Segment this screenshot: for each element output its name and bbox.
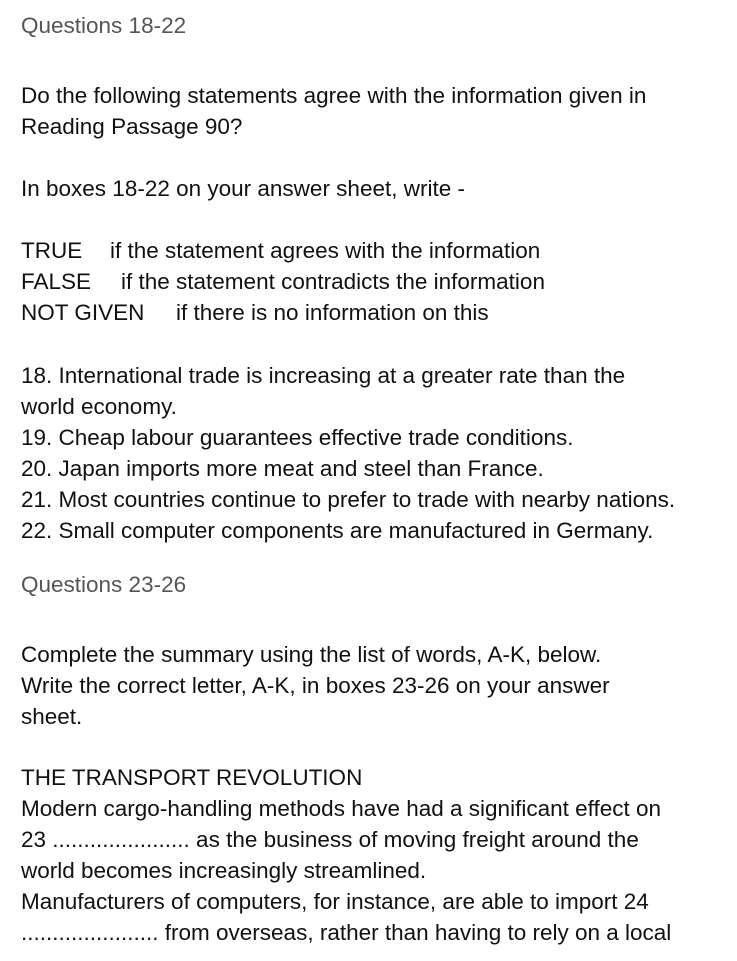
statement-18: 18. International trade is increasing at a greater rate than the xyxy=(21,363,626,388)
key-description: if the statement contradicts the information xyxy=(121,269,545,294)
instruction-line: sheet. xyxy=(21,704,83,729)
statement-21: 21. Most countries continue to prefer to trade with nearby nations. xyxy=(21,487,676,512)
key-description: if the statement agrees with the information xyxy=(110,238,541,263)
instruction-line: Write the correct letter, A-K, in boxes 23-26 on your answer xyxy=(21,673,610,698)
key-row-false xyxy=(21,268,545,296)
summary-line: world becomes increasingly streamlined. xyxy=(21,858,427,883)
summary-title: THE TRANSPORT REVOLUTION xyxy=(21,765,363,790)
summary-line: Manufacturers of computers, for instance, are able to import 24 xyxy=(21,889,649,914)
key-row-true xyxy=(21,237,540,265)
section-heading-18-22: Questions 18-22 xyxy=(21,13,187,38)
key-label: FALSE xyxy=(21,269,92,294)
summary-line: Modern cargo-handling methods have had a significant effect on xyxy=(21,796,661,821)
statement-19: 19. Cheap labour guarantees effective trade conditions. xyxy=(21,425,574,450)
statement-22: 22. Small computer components are manufactured in Germany. xyxy=(21,518,654,543)
key-row-not-given xyxy=(21,299,489,327)
key-label: NOT GIVEN xyxy=(21,300,145,325)
boxes-instruction: In boxes 18-22 on your answer sheet, write - xyxy=(21,176,465,201)
key-label: TRUE xyxy=(21,238,83,263)
statement-20: 20. Japan imports more meat and steel than France. xyxy=(21,456,544,481)
statement-18-continued: world economy. xyxy=(21,394,177,419)
instruction-line: Complete the summary using the list of words, A-K, below. xyxy=(21,642,602,667)
key-description: if there is no information on this xyxy=(176,300,489,325)
section-heading-23-26: Questions 23-26 xyxy=(21,572,187,597)
summary-line: 23 ...................... as the business of moving freight around the xyxy=(21,827,639,852)
summary-line: ...................... from overseas, rather than having to rely on a local xyxy=(21,920,672,945)
instruction-line: Do the following statements agree with the information given in xyxy=(21,83,647,108)
instruction-line: Reading Passage 90? xyxy=(21,114,243,139)
